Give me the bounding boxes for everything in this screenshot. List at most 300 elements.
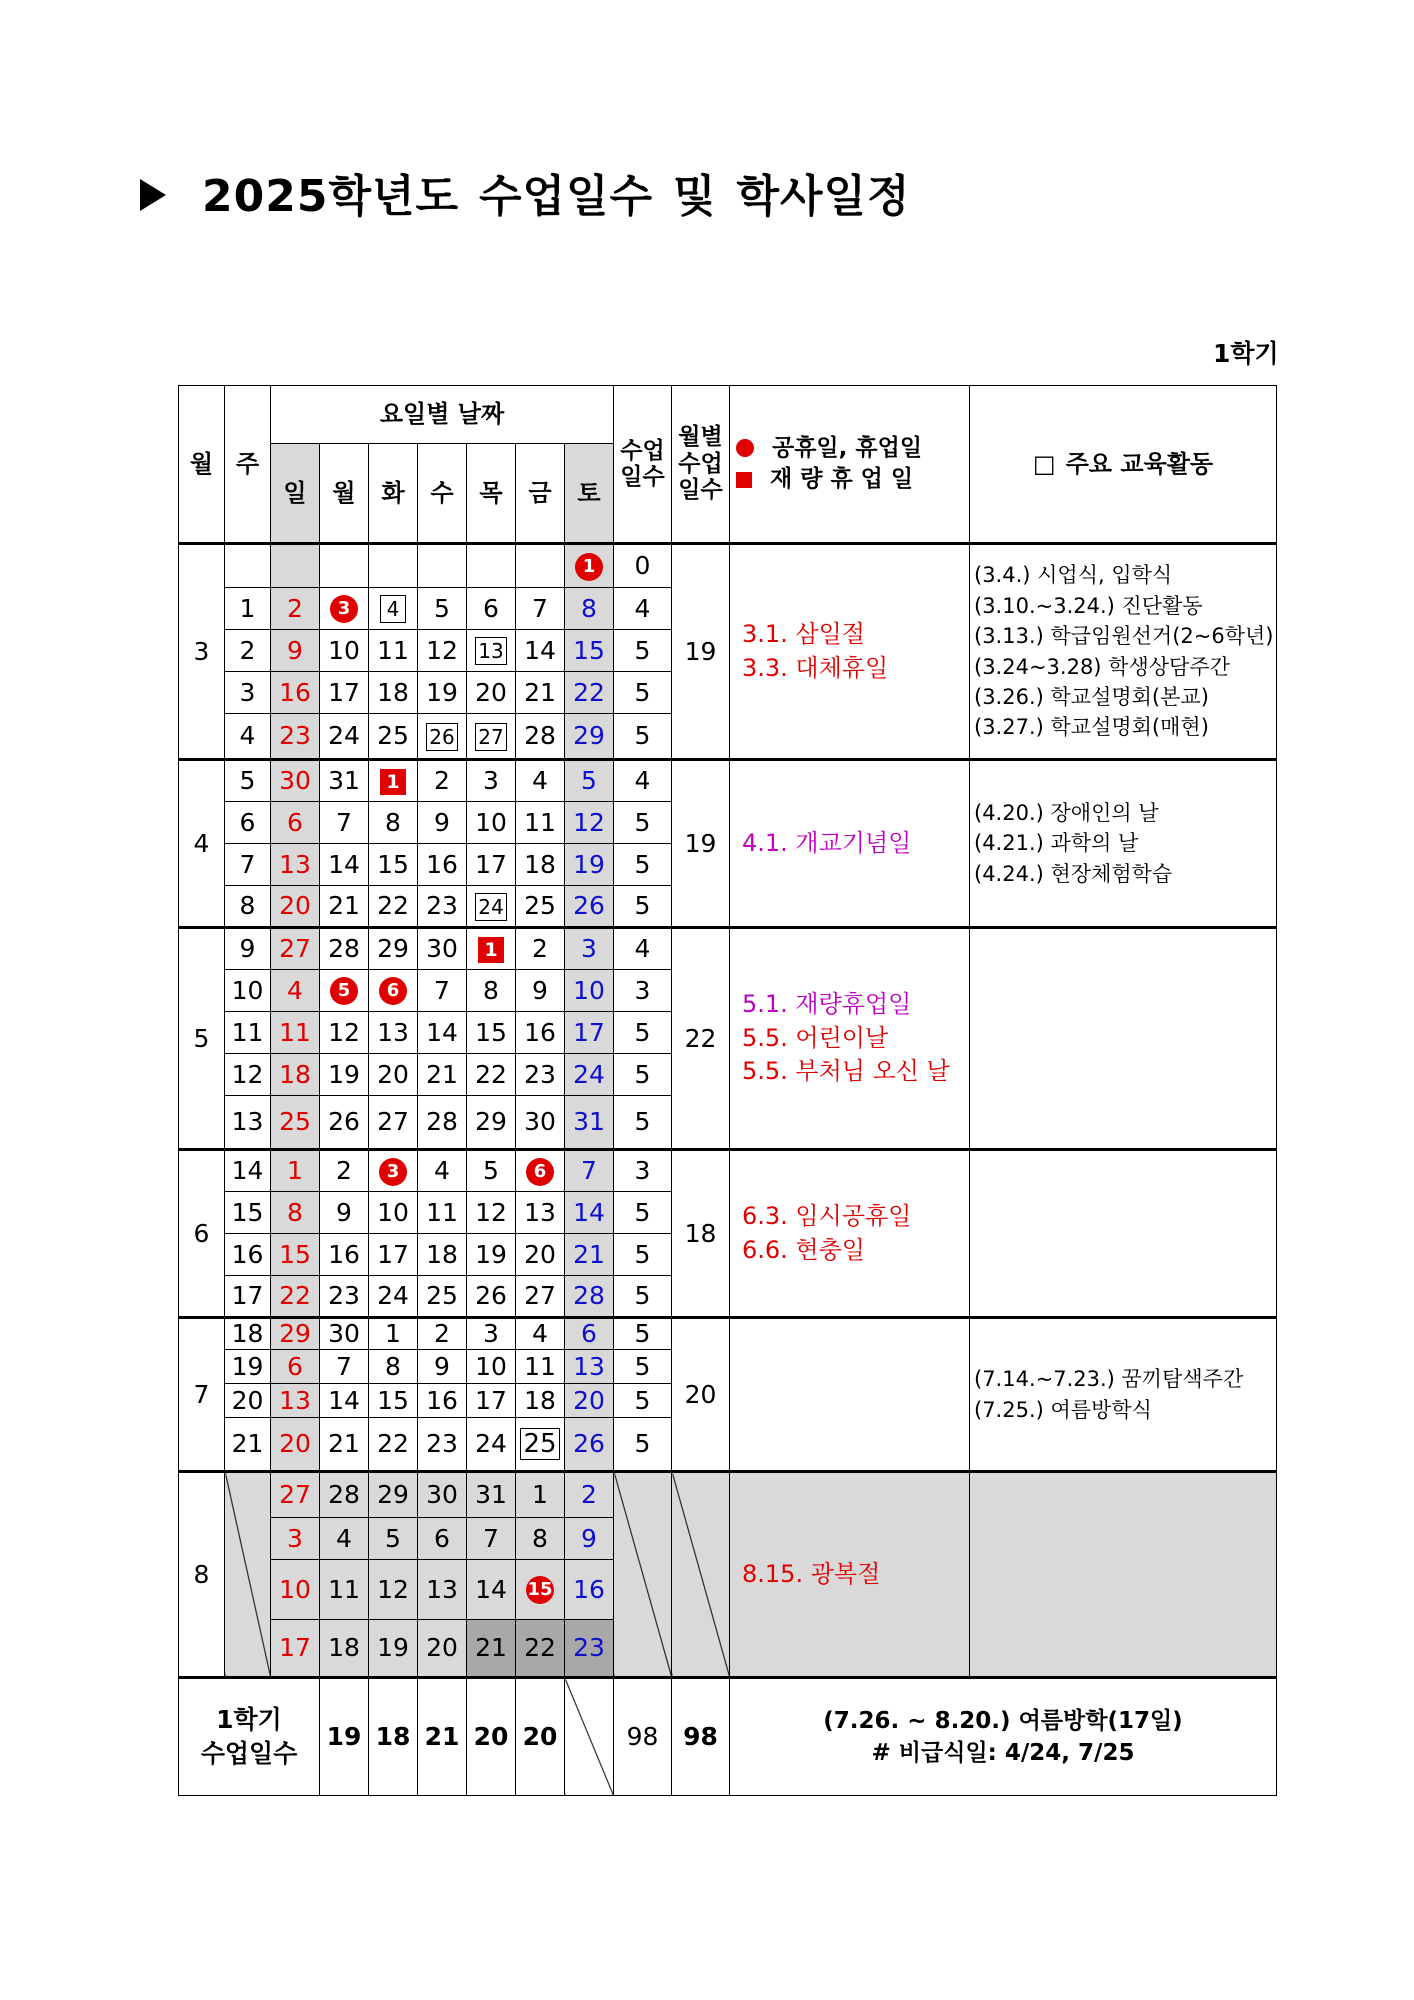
week-class-days: 5: [614, 1192, 672, 1234]
date-cell: 5: [369, 1518, 418, 1560]
week-number: 14: [225, 1150, 271, 1192]
week-row: [179, 760, 1277, 802]
class-days-empty-cell: [614, 1472, 672, 1678]
week-class-days: 5: [614, 630, 672, 672]
date-cell: 23: [418, 886, 467, 928]
week-class-days: 5: [614, 802, 672, 844]
holiday-item: 4.1. 개교기념일: [742, 828, 912, 857]
week-class-days: 5: [614, 886, 672, 928]
date-cell: 16: [418, 1384, 467, 1418]
holiday-item: 3.3. 대체휴일: [742, 653, 889, 682]
date-cell: 20: [418, 1620, 467, 1678]
date-cell: 7: [320, 802, 369, 844]
activities-cell: [970, 760, 1277, 928]
activity-item: (3.4.) 시업식, 입학식: [974, 563, 1173, 588]
date-cell: 6: [271, 802, 320, 844]
holiday-circle-date: 3: [330, 595, 358, 623]
date-cell: 17: [467, 844, 516, 886]
activities-cell: [970, 1472, 1277, 1678]
date-cell: 18: [516, 844, 565, 886]
date-cell: 10: [467, 802, 516, 844]
date-cell: 9: [320, 1192, 369, 1234]
date-cell: 26: [565, 1418, 614, 1472]
date-cell: [516, 1418, 565, 1472]
week-number: 9: [225, 928, 271, 970]
header-month: 월: [179, 386, 225, 544]
date-cell: 2: [516, 928, 565, 970]
monthly-class-days: 18: [672, 1150, 730, 1318]
date-cell: 29: [369, 1472, 418, 1518]
date-cell: 7: [418, 970, 467, 1012]
date-cell: 14: [418, 1012, 467, 1054]
week-number: [225, 544, 271, 588]
summary-day-count: 19: [320, 1678, 369, 1796]
date-cell: 20: [565, 1384, 614, 1418]
date-cell: 27: [271, 928, 320, 970]
date-cell: [418, 544, 467, 588]
month-label: 6: [179, 1150, 225, 1318]
date-cell: 14: [516, 630, 565, 672]
holidays-cell: [730, 1472, 970, 1678]
date-cell: 20: [271, 886, 320, 928]
header-week: 주: [225, 386, 271, 544]
date-cell: 4: [516, 760, 565, 802]
date-cell: 20: [516, 1234, 565, 1276]
date-cell: 7: [516, 588, 565, 630]
date-cell: 24: [369, 1276, 418, 1318]
date-cell: 30: [418, 1472, 467, 1518]
holiday-item: 5.5. 부처님 오신 날: [742, 1057, 950, 1086]
date-cell: 24: [320, 714, 369, 760]
date-cell: 13: [271, 1384, 320, 1418]
summary-sat-empty-cell: [565, 1678, 614, 1796]
date-cell: 6: [565, 1318, 614, 1350]
date-cell: 10: [271, 1560, 320, 1620]
holiday-circle-date: 5: [330, 977, 358, 1005]
week-class-days: 5: [614, 672, 672, 714]
week-class-days: 5: [614, 1012, 672, 1054]
activities-cell: [970, 1150, 1277, 1318]
date-cell: 25: [418, 1276, 467, 1318]
date-cell: 3: [467, 760, 516, 802]
date-cell: 16: [320, 1234, 369, 1276]
holiday-item: 5.1. 재량휴업일: [742, 990, 912, 1019]
date-cell: 10: [467, 1350, 516, 1384]
date-cell: [320, 970, 369, 1012]
date-cell: 23: [418, 1418, 467, 1472]
activities-cell: [970, 1318, 1277, 1472]
week-number: 8: [225, 886, 271, 928]
date-cell: 30: [418, 928, 467, 970]
date-cell: 11: [320, 1560, 369, 1620]
date-cell: 8: [467, 970, 516, 1012]
date-cell: 29: [467, 1096, 516, 1150]
date-cell: [369, 544, 418, 588]
date-cell: 12: [418, 630, 467, 672]
activity-item: (3.13.) 학급임원선거(2~6학년): [974, 624, 1274, 649]
date-cell: 21: [467, 1620, 516, 1678]
date-cell: 22: [369, 886, 418, 928]
week-number: 3: [225, 672, 271, 714]
date-cell: 16: [565, 1560, 614, 1620]
date-cell: 20: [467, 672, 516, 714]
date-cell: 16: [418, 844, 467, 886]
month-label: 8: [179, 1472, 225, 1678]
date-cell: 5: [565, 760, 614, 802]
date-cell: 21: [516, 672, 565, 714]
date-cell: 16: [516, 1012, 565, 1054]
holidays-cell: [730, 1318, 970, 1472]
week-row: [179, 1472, 1277, 1518]
date-cell: 23: [320, 1276, 369, 1318]
date-cell: 20: [369, 1054, 418, 1096]
date-cell: 17: [320, 672, 369, 714]
header-monthly-days: 월별 수업 일수: [672, 386, 730, 544]
holiday-circle-date: 3: [379, 1158, 407, 1186]
header-day-sun: 일: [271, 444, 320, 544]
date-cell: [516, 1150, 565, 1192]
date-cell: 14: [320, 1384, 369, 1418]
date-cell: 11: [516, 1350, 565, 1384]
week-number: 11: [225, 1012, 271, 1054]
date-cell: 8: [271, 1192, 320, 1234]
title-word: 2025학년도: [202, 171, 459, 222]
month-label: 3: [179, 544, 225, 760]
discretionary-holiday-date: 1: [478, 937, 504, 963]
header-day-wed: 수: [418, 444, 467, 544]
summary-label: [179, 1678, 320, 1796]
month-label: 4: [179, 760, 225, 928]
date-cell: 27: [271, 1472, 320, 1518]
date-cell: 11: [516, 802, 565, 844]
week-class-days: 5: [614, 1276, 672, 1318]
term-label: 1학기: [1213, 339, 1279, 368]
activities-cell: [970, 928, 1277, 1150]
date-cell: 17: [467, 1384, 516, 1418]
summary-total-monthly-days: 98: [672, 1678, 730, 1796]
date-cell: 17: [369, 1234, 418, 1276]
activity-item: (3.26.) 학교설명회(본교): [974, 684, 1209, 709]
summary-day-count: 18: [369, 1678, 418, 1796]
week-row: [179, 928, 1277, 970]
date-cell: [516, 1560, 565, 1620]
title-word: 수업일수: [478, 171, 653, 222]
monthly-class-days: 20: [672, 1318, 730, 1472]
activity-item: (7.25.) 여름방학식: [974, 1397, 1152, 1422]
date-cell: 4: [418, 1150, 467, 1192]
checkbox-square-icon: □: [1032, 449, 1056, 478]
week-number: 13: [225, 1096, 271, 1150]
event-boxed-date: 4: [380, 595, 406, 623]
week-row: [179, 1150, 1277, 1192]
date-cell: 14: [320, 844, 369, 886]
date-cell: 19: [565, 844, 614, 886]
date-cell: 15: [467, 1012, 516, 1054]
date-cell: 2: [418, 1318, 467, 1350]
holiday-item: 6.6. 현충일: [742, 1235, 865, 1264]
date-cell: 30: [516, 1096, 565, 1150]
date-cell: 29: [369, 928, 418, 970]
holidays-cell: [730, 928, 970, 1150]
date-cell: 13: [516, 1192, 565, 1234]
header-day-fri: 금: [516, 444, 565, 544]
date-cell: 16: [271, 672, 320, 714]
week-class-days: 5: [614, 1234, 672, 1276]
week-number: 4: [225, 714, 271, 760]
date-cell: [467, 928, 516, 970]
summary-label-line: 1학기: [216, 1705, 282, 1735]
summary-total-class-days: 98: [614, 1678, 672, 1796]
month-label: 5: [179, 928, 225, 1150]
week-class-days: 5: [614, 714, 672, 760]
date-cell: 26: [320, 1096, 369, 1150]
date-cell: 13: [271, 844, 320, 886]
header-dates-by-day: 요일별 날짜: [271, 386, 614, 444]
date-cell: 8: [516, 1518, 565, 1560]
date-cell: 2: [418, 760, 467, 802]
week-number: 15: [225, 1192, 271, 1234]
date-cell: 6: [418, 1518, 467, 1560]
week-row: [179, 1318, 1277, 1350]
date-cell: 15: [565, 630, 614, 672]
date-cell: 6: [467, 588, 516, 630]
page-title: [140, 160, 931, 224]
event-boxed-date: 24: [475, 893, 506, 921]
date-cell: 19: [320, 1054, 369, 1096]
date-cell: 28: [418, 1096, 467, 1150]
date-cell: 28: [320, 1472, 369, 1518]
date-cell: 23: [516, 1054, 565, 1096]
week-class-days: 5: [614, 1350, 672, 1384]
date-cell: 11: [418, 1192, 467, 1234]
title-word: 및: [673, 171, 717, 222]
activity-item: (3.24~3.28) 학생상담주간: [974, 654, 1230, 679]
calendar-body: [179, 386, 1277, 1796]
date-cell: 10: [320, 630, 369, 672]
date-cell: 21: [418, 1054, 467, 1096]
date-cell: 3: [565, 928, 614, 970]
date-cell: 22: [369, 1418, 418, 1472]
date-cell: 25: [271, 1096, 320, 1150]
date-cell: 8: [565, 588, 614, 630]
date-cell: [467, 630, 516, 672]
triangle-bullet-icon: [140, 179, 166, 211]
date-cell: [369, 1150, 418, 1192]
date-cell: 10: [369, 1192, 418, 1234]
date-cell: 17: [565, 1012, 614, 1054]
week-number: 20: [225, 1384, 271, 1418]
holidays-cell: [730, 760, 970, 928]
header-day-mon: 월: [320, 444, 369, 544]
activity-item: (4.21.) 과학의 날: [974, 831, 1139, 856]
date-cell: 20: [271, 1418, 320, 1472]
date-cell: [320, 544, 369, 588]
date-cell: [418, 714, 467, 760]
date-cell: [271, 544, 320, 588]
legend: 공휴일, 휴업일 재 량 휴 업 일: [730, 386, 970, 544]
header-activities: □ 주요 교육활동: [970, 386, 1277, 544]
date-cell: 24: [565, 1054, 614, 1096]
activity-item: (7.14.~7.23.) 꿈끼탐색주간: [974, 1367, 1244, 1392]
date-cell: 18: [320, 1620, 369, 1678]
date-cell: 31: [320, 760, 369, 802]
date-cell: 7: [565, 1150, 614, 1192]
date-cell: 11: [369, 630, 418, 672]
date-cell: 29: [565, 714, 614, 760]
holiday-circle-date: 6: [379, 977, 407, 1005]
monthly-class-days: 19: [672, 544, 730, 760]
date-cell: 2: [320, 1150, 369, 1192]
date-cell: 4: [271, 970, 320, 1012]
month-label: 7: [179, 1318, 225, 1472]
week-class-days: 4: [614, 588, 672, 630]
date-cell: 31: [467, 1472, 516, 1518]
summary-label-line: 수업일수: [200, 1739, 298, 1768]
date-cell: 4: [320, 1518, 369, 1560]
date-cell: 9: [418, 1350, 467, 1384]
date-cell: 19: [467, 1234, 516, 1276]
date-cell: [369, 588, 418, 630]
red-circle-icon: [736, 439, 754, 457]
holiday-circle-date: 6: [526, 1158, 554, 1186]
date-cell: 23: [271, 714, 320, 760]
week-empty-cell: [225, 1472, 271, 1678]
calendar-table: [178, 385, 1277, 1796]
date-cell: 21: [320, 886, 369, 928]
date-cell: 1: [369, 1318, 418, 1350]
date-cell: 13: [369, 1012, 418, 1054]
date-cell: 12: [320, 1012, 369, 1054]
date-cell: 22: [467, 1054, 516, 1096]
date-cell: 29: [271, 1318, 320, 1350]
date-cell: [369, 970, 418, 1012]
date-cell: 9: [565, 1518, 614, 1560]
date-cell: 1: [516, 1472, 565, 1518]
date-cell: 12: [369, 1560, 418, 1620]
event-boxed-date: 26: [426, 723, 457, 751]
week-class-days: 3: [614, 1150, 672, 1192]
week-number: 5: [225, 760, 271, 802]
date-cell: 27: [516, 1276, 565, 1318]
date-cell: 14: [565, 1192, 614, 1234]
monthly-class-days: 22: [672, 928, 730, 1150]
event-boxed-date: 25: [520, 1428, 559, 1460]
activity-item: (3.10.~3.24.) 진단활동: [974, 593, 1203, 618]
date-cell: 18: [516, 1384, 565, 1418]
date-cell: 8: [369, 1350, 418, 1384]
date-cell: 13: [565, 1350, 614, 1384]
holidays-cell: [730, 1150, 970, 1318]
date-cell: 2: [565, 1472, 614, 1518]
summary-day-count: 20: [467, 1678, 516, 1796]
no-lunch-days-note: # 비급식일: 4/24, 7/25: [871, 1740, 1135, 1766]
holiday-circle-date: 1: [575, 553, 603, 581]
summary-note: [730, 1678, 1277, 1796]
date-cell: 15: [271, 1234, 320, 1276]
week-number: 6: [225, 802, 271, 844]
date-cell: 3: [271, 1518, 320, 1560]
date-cell: 30: [320, 1318, 369, 1350]
date-cell: 18: [418, 1234, 467, 1276]
date-cell: [516, 544, 565, 588]
week-number: 12: [225, 1054, 271, 1096]
date-cell: 19: [418, 672, 467, 714]
activity-item: (4.24.) 현장체험학습: [974, 861, 1173, 886]
summary-day-count: 20: [516, 1678, 565, 1796]
date-cell: 21: [320, 1418, 369, 1472]
date-cell: 5: [418, 588, 467, 630]
date-cell: 28: [565, 1276, 614, 1318]
date-cell: [320, 588, 369, 630]
date-cell: 2: [271, 588, 320, 630]
holiday-circle-date: 15: [526, 1576, 554, 1604]
date-cell: 7: [320, 1350, 369, 1384]
date-cell: 28: [516, 714, 565, 760]
date-cell: 8: [369, 802, 418, 844]
date-cell: 22: [271, 1276, 320, 1318]
date-cell: 24: [467, 1418, 516, 1472]
activity-item: (4.20.) 장애인의 날: [974, 800, 1159, 825]
event-boxed-date: 13: [475, 637, 506, 665]
header-day-tue: 화: [369, 444, 418, 544]
week-number: 7: [225, 844, 271, 886]
summer-vacation-note: (7.26. ~ 8.20.) 여름방학(17일): [823, 1707, 1183, 1734]
date-cell: 12: [467, 1192, 516, 1234]
discretionary-holiday-date: 1: [380, 769, 406, 795]
date-cell: 15: [369, 1384, 418, 1418]
week-class-days: 5: [614, 1418, 672, 1472]
date-cell: 10: [565, 970, 614, 1012]
title-word: 학사일정: [736, 171, 911, 222]
header-day-thu: 목: [467, 444, 516, 544]
week-number: 16: [225, 1234, 271, 1276]
date-cell: 7: [467, 1518, 516, 1560]
date-cell: 28: [320, 928, 369, 970]
date-cell: 13: [418, 1560, 467, 1620]
date-cell: 22: [516, 1620, 565, 1678]
date-cell: [369, 760, 418, 802]
date-cell: 18: [271, 1054, 320, 1096]
red-square-icon: [736, 472, 752, 488]
header-day-sat: 토: [565, 444, 614, 544]
week-number: 10: [225, 970, 271, 1012]
monthly-days-empty-cell: [672, 1472, 730, 1678]
week-row: [179, 544, 1277, 588]
monthly-class-days: 19: [672, 760, 730, 928]
date-cell: [467, 544, 516, 588]
date-cell: [467, 886, 516, 928]
date-cell: 5: [467, 1150, 516, 1192]
week-class-days: 0: [614, 544, 672, 588]
date-cell: 26: [467, 1276, 516, 1318]
date-cell: 17: [271, 1620, 320, 1678]
week-class-days: 5: [614, 1318, 672, 1350]
date-cell: 15: [369, 844, 418, 886]
summary-row: [179, 1678, 1277, 1796]
activities-cell: [970, 544, 1277, 760]
date-cell: 26: [565, 886, 614, 928]
holiday-item: 6.3. 임시공휴일: [742, 1201, 912, 1230]
week-class-days: 5: [614, 1384, 672, 1418]
week-number: 21: [225, 1418, 271, 1472]
date-cell: 6: [271, 1350, 320, 1384]
date-cell: 19: [369, 1620, 418, 1678]
week-number: 18: [225, 1318, 271, 1350]
summary-day-count: 21: [418, 1678, 467, 1796]
date-cell: 21: [565, 1234, 614, 1276]
holiday-item: 8.15. 광복절: [742, 1559, 881, 1588]
holiday-item: 5.5. 어린이날: [742, 1023, 889, 1052]
